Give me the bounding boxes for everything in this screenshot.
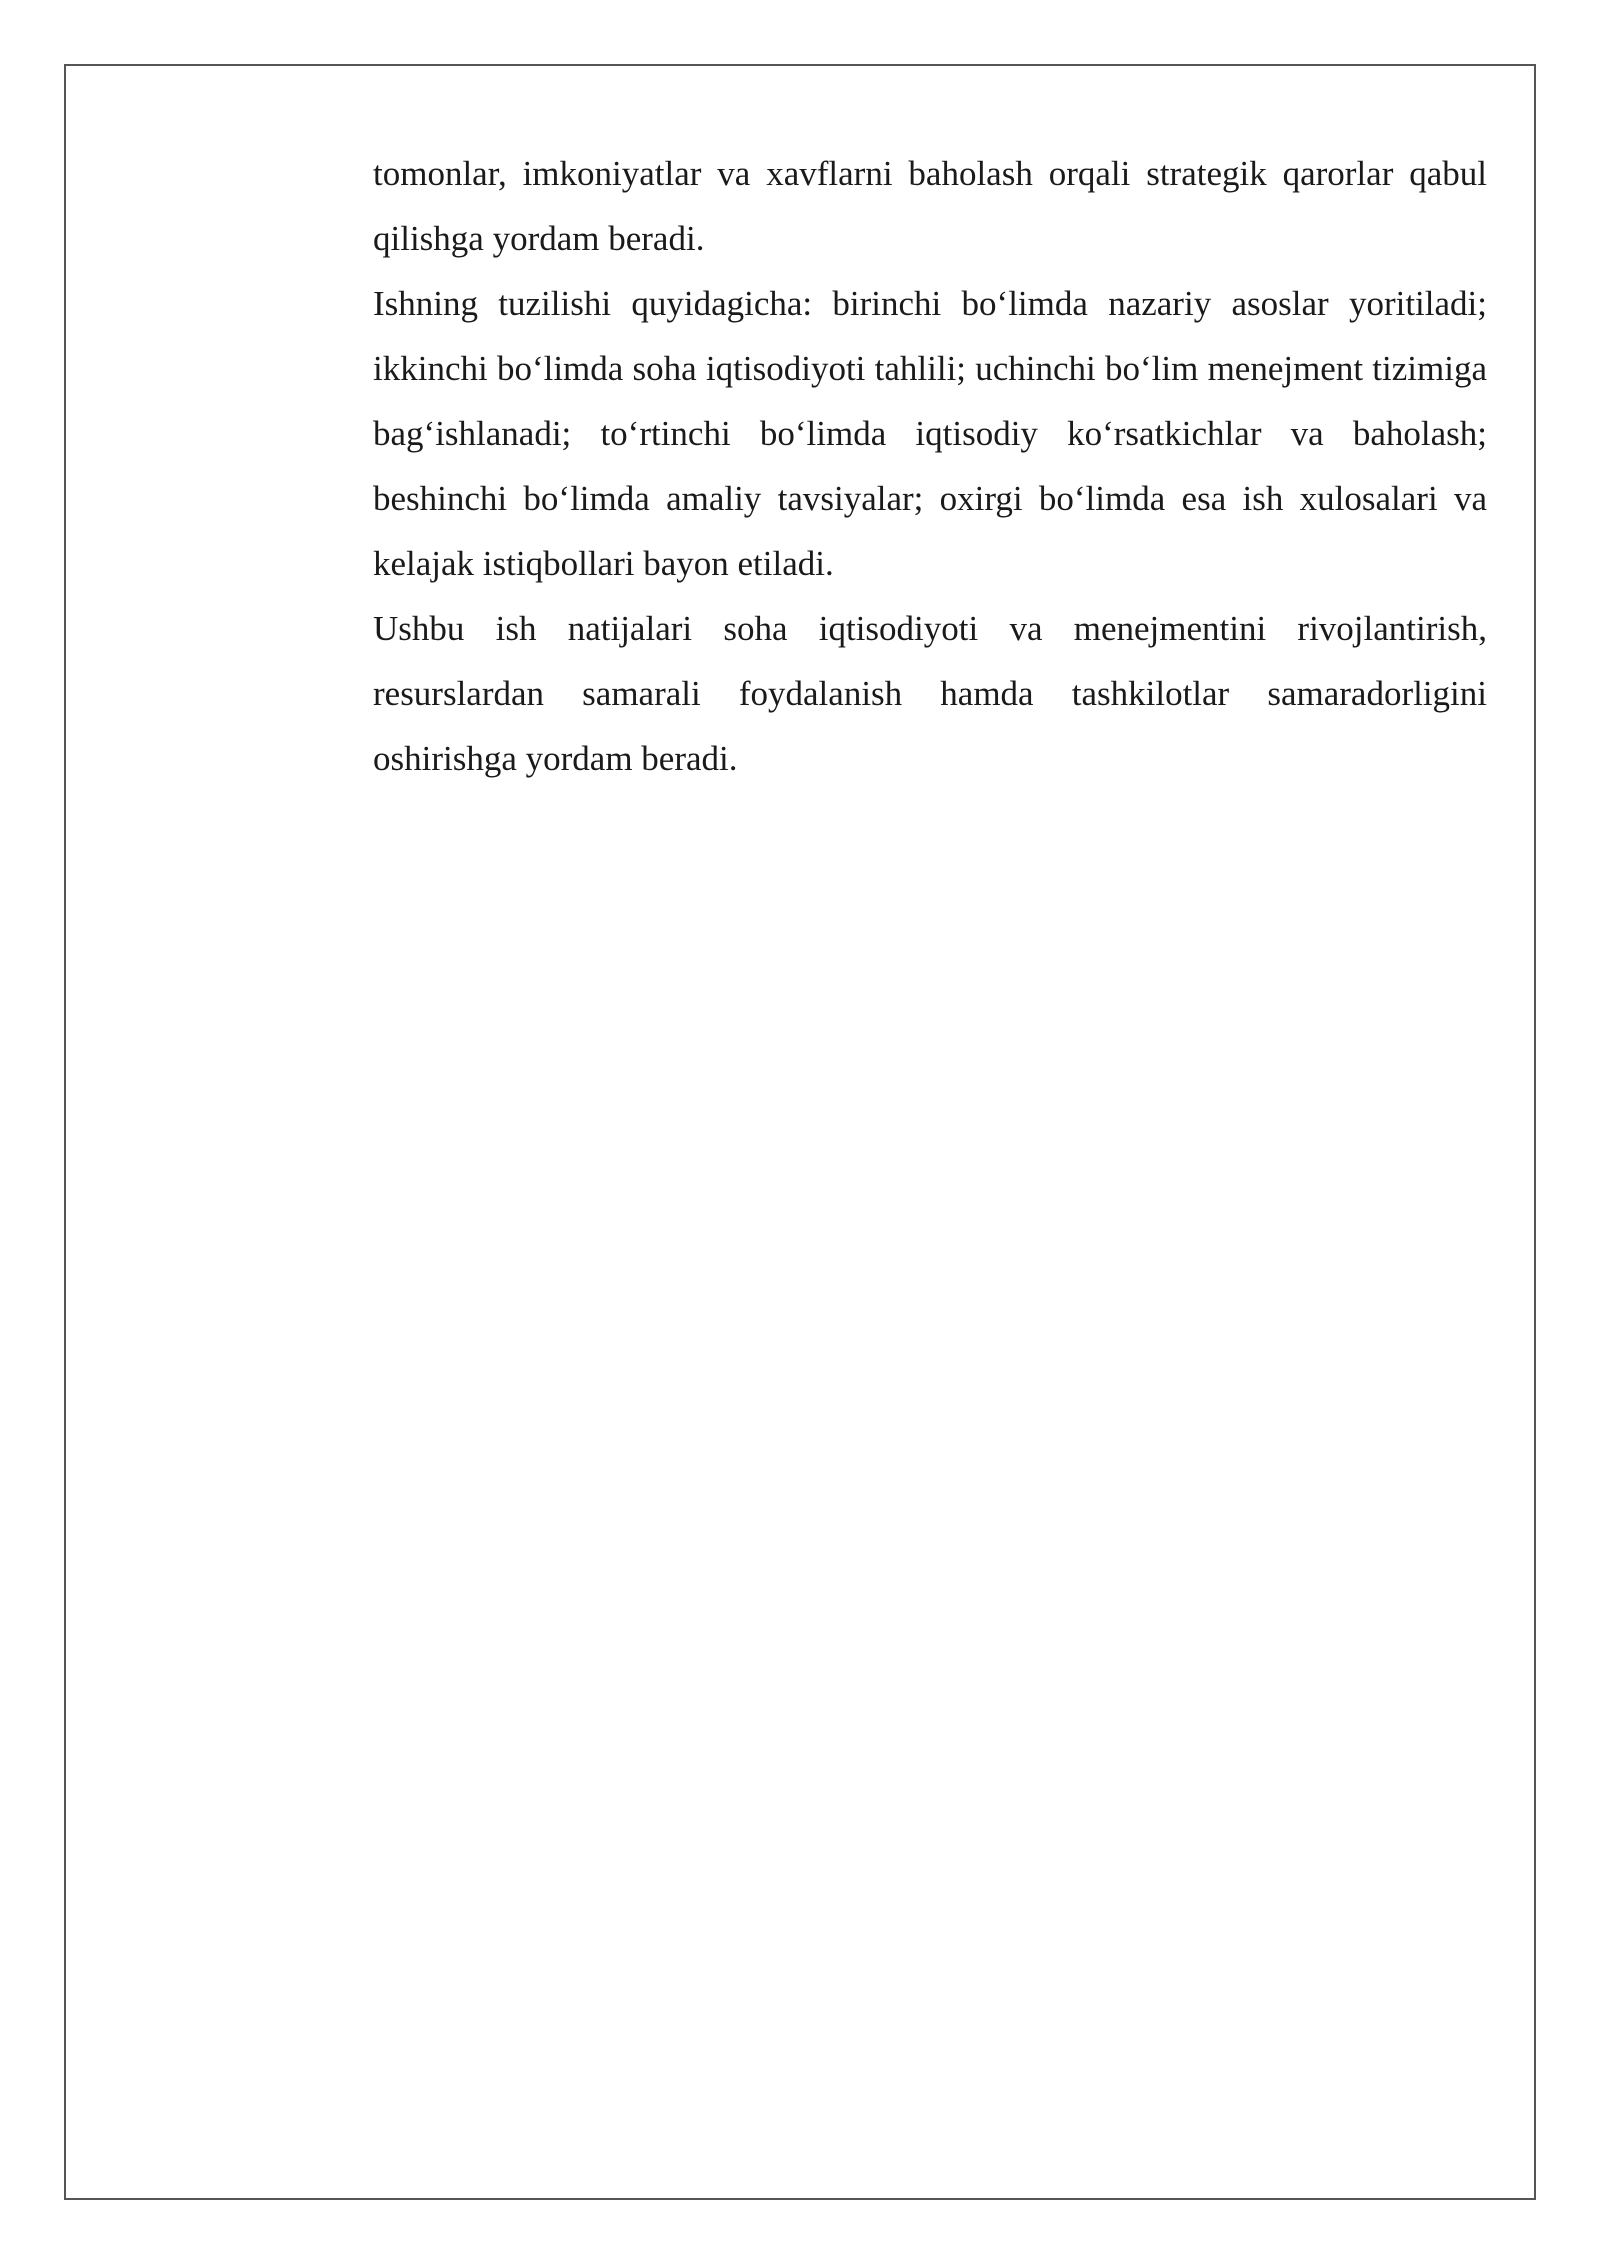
paragraph-structure: Ishning tuzilishi quyidagicha: birinchi bo‘limda nazariy asoslar yoritiladi; ikkinchi bo‘limda soha iqtisodiyoti tahlili; uchinchi bo‘lim menejment tizimiga bag‘ishlanadi; to‘rtinchi bo‘limda iqtisodiy ko‘rsatkichlar va baholash; beshinchi bo‘limda amaliy tavsiyalar; oxirgi bo‘limda esa ish xulosalari va kelajak istiqbollari bayon etiladi.	[373, 284, 1487, 583]
document-body	[373, 141, 1487, 791]
paragraph-continuation: tomonlar, imkoniyatlar va xavflarni baholash orqali strategik qarorlar qabul qilishga yordam beradi.	[373, 154, 1487, 258]
paragraph-results: Ushbu ish natijalari soha iqtisodiyoti va menejmentini rivojlantirish, resurslardan samarali foydalanish hamda tashkilotlar samaradorligini oshirishga yordam beradi.	[373, 609, 1487, 778]
